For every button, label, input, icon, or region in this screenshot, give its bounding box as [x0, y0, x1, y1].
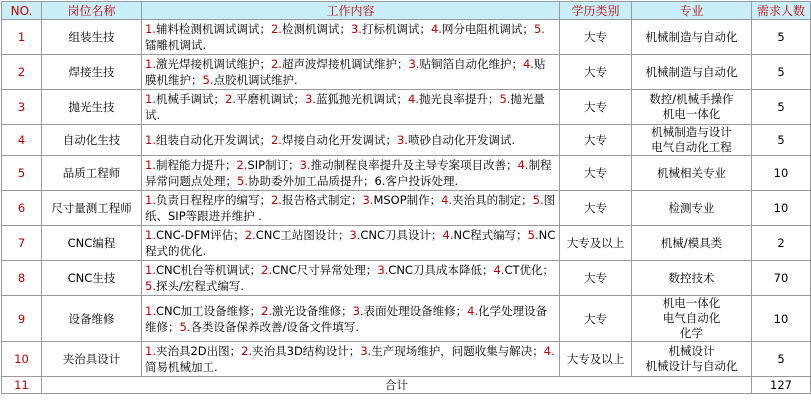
item-text: 检测机调试； — [281, 22, 351, 36]
headcount: 5 — [752, 90, 811, 125]
item-number: 1. — [145, 133, 156, 147]
major-field — [632, 90, 752, 125]
position-name: 品质工程师 — [42, 156, 142, 191]
major-field — [632, 191, 752, 226]
row-no: 2 — [2, 55, 42, 90]
row-no: 6 — [2, 191, 42, 226]
table-row — [2, 261, 811, 296]
major-line: 机械设计与自动化 — [645, 359, 738, 373]
item-number: 4. — [543, 344, 555, 358]
item-number: 4. — [441, 193, 453, 207]
position-name: CNC编程 — [42, 226, 142, 261]
item-number: 2. — [241, 344, 253, 358]
major-line: 数控/机械手操作 — [649, 92, 734, 106]
item-text: 各类设备保养改善/设备文件填写. — [190, 319, 360, 334]
item-number: 1. — [145, 263, 156, 277]
item-number: 2. — [244, 228, 256, 242]
table-row — [2, 90, 811, 125]
work-content — [142, 226, 560, 261]
item-number: 4. — [407, 92, 419, 106]
education-level: 大专 — [560, 55, 632, 90]
major-field — [632, 261, 752, 296]
headcount: 5 — [752, 55, 811, 90]
table-row — [2, 191, 811, 226]
work-content — [142, 261, 560, 296]
headcount: 10 — [752, 191, 811, 226]
item-text: 打标机调试； — [361, 22, 431, 36]
item-text: 简易机械加工. — [145, 360, 218, 374]
education-level: 大专 — [560, 156, 632, 191]
major-line: 电气自动化工程 — [651, 140, 732, 154]
table-header-row — [2, 2, 811, 20]
row-no: 10 — [2, 342, 42, 377]
item-text: 网分电阻机调试； — [441, 22, 534, 36]
position-name: 抛光生技 — [42, 90, 142, 125]
item-number: 5. — [202, 73, 214, 87]
table-row — [2, 226, 811, 261]
row-no: 9 — [2, 296, 42, 342]
item-number: 1. — [145, 303, 156, 318]
item-text: 夹治具的制定； — [452, 193, 533, 207]
row-no: 3 — [2, 90, 42, 125]
work-content — [142, 55, 560, 90]
header-count: 需求人数 — [752, 2, 811, 20]
item-text: 化学处理设备维修； — [145, 303, 548, 334]
table-body — [2, 20, 811, 377]
item-text: 夹治具3D结构设计； — [252, 344, 361, 358]
major-line: 电气自动化 — [662, 311, 721, 325]
item-number: 3. — [396, 133, 408, 147]
item-text: 焊接自动化开发调试； — [281, 133, 397, 147]
major-field — [632, 226, 752, 261]
item-text: 贴铜箔自动化维护； — [419, 57, 523, 71]
table-row — [2, 55, 811, 90]
item-number: 2. — [261, 303, 273, 318]
item-text: 生产现场维护，问题收集与解决； — [371, 344, 544, 358]
work-content — [142, 342, 560, 377]
education-level: 大专 — [560, 191, 632, 226]
item-number: 5. — [179, 319, 191, 334]
item-text: NC程式的优化. — [145, 228, 556, 258]
total-count: 127 — [752, 377, 811, 394]
row-no: 7 — [2, 226, 42, 261]
major-field — [632, 296, 752, 342]
item-number: 4. — [522, 57, 534, 71]
education-level: 大专 — [560, 90, 632, 125]
item-text: CNC刀具设计； — [360, 228, 443, 242]
item-text: CNC工站图设计； — [255, 228, 350, 242]
item-number: 4. — [467, 303, 479, 318]
item-number: 5. — [532, 193, 544, 207]
education-level: 大专及以上 — [560, 226, 632, 261]
item-number: 3. — [350, 22, 362, 36]
position-name: 夹治具设计 — [42, 342, 142, 377]
header-position: 岗位名称 — [42, 2, 142, 20]
major-field — [632, 125, 752, 156]
item-number: 4. — [442, 228, 454, 242]
item-number: 3. — [349, 228, 361, 242]
job-requirements-table — [1, 1, 811, 394]
item-text: 镭雕机调试. — [145, 38, 207, 52]
item-text: CNC刀具成本降低； — [388, 263, 494, 277]
work-content — [142, 125, 560, 156]
item-number: 1. — [145, 92, 156, 106]
position-name: CNC生技 — [42, 261, 142, 296]
item-number: 1. — [145, 228, 156, 242]
item-number: 3. — [299, 158, 311, 172]
item-number: 2. — [270, 22, 282, 36]
item-text: 辅料检测机调试调试； — [155, 22, 271, 36]
major-line: 机械相关专业 — [657, 165, 726, 180]
major-line: 化学 — [680, 326, 703, 340]
major-line: 机械/模具类 — [660, 235, 723, 250]
major-line: 检测专业 — [668, 200, 715, 215]
item-number: 5. — [527, 228, 539, 242]
item-text: 组装自动化开发调试； — [155, 133, 271, 147]
item-number: 1. — [145, 158, 156, 172]
item-text: NC程式编写； — [453, 228, 528, 242]
major-line: 机械制造与设计 — [651, 125, 732, 139]
item-number: 5. — [237, 174, 248, 188]
work-content — [142, 20, 560, 55]
major-line: 机电一体化 — [662, 296, 721, 310]
item-text: 推动制程良率提升及主导专案项目改善； — [310, 158, 518, 172]
position-name: 设备维修 — [42, 296, 142, 342]
header-content: 工作内容 — [142, 2, 560, 20]
major-line: 机械制造与自动化 — [645, 29, 738, 44]
major-field — [632, 156, 752, 191]
item-text: 喷砂自动化开发调试. — [407, 133, 516, 147]
item-text: 贴膜机维护； — [145, 57, 546, 87]
major-field — [632, 55, 752, 90]
row-no: 1 — [2, 20, 42, 55]
item-text: 激光焊接机调试维护； — [155, 57, 271, 71]
item-text: 激光设备维修； — [272, 303, 353, 318]
table-row — [2, 156, 811, 191]
item-text: MSOP制作； — [373, 193, 442, 207]
major-field — [632, 20, 752, 55]
item-number: 2. — [261, 263, 273, 277]
item-text: 夹治具2D出图； — [155, 344, 242, 358]
education-level: 大专 — [560, 20, 632, 55]
item-number: 3. — [362, 193, 374, 207]
item-number: 3. — [352, 303, 364, 318]
education-level: 大专及以上 — [560, 342, 632, 377]
item-text: 点胶机调试维护. — [213, 73, 298, 87]
item-number: 4. — [517, 158, 529, 172]
headcount: 10 — [752, 296, 811, 342]
major-line: 机电一体化 — [662, 107, 721, 121]
item-text: 机械手调试； — [155, 92, 225, 106]
table-row — [2, 342, 811, 377]
item-number: 4. — [493, 263, 505, 277]
item-number: 2. — [270, 133, 282, 147]
item-text: 表面处理设备维修； — [363, 303, 468, 318]
header-no: NO. — [2, 2, 42, 20]
item-number: 1. — [145, 193, 156, 207]
item-number: 3. — [360, 344, 372, 358]
position-name: 组装生技 — [42, 20, 142, 55]
item-number: 5. — [533, 22, 545, 36]
item-text: CNC尺寸异常处理； — [272, 263, 378, 277]
item-text: CT优化； — [504, 263, 555, 277]
total-row-no: 11 — [2, 377, 42, 394]
item-text: 探头/宏程式编写. — [155, 279, 245, 293]
total-label: 合计 — [42, 377, 752, 394]
item-text: 蓝狐抛光机调试； — [315, 92, 408, 106]
item-number: 4. — [430, 22, 442, 36]
item-number: 2. — [236, 158, 248, 172]
major-field — [632, 342, 752, 377]
item-number: 1. — [145, 57, 156, 71]
headcount: 5 — [752, 20, 811, 55]
item-number: 2. — [270, 193, 282, 207]
row-no: 4 — [2, 125, 42, 156]
headcount: 2 — [752, 226, 811, 261]
item-text: 图纸、SIP等跟进并维护 . — [145, 193, 556, 223]
headcount: 5 — [752, 342, 811, 377]
headcount: 10 — [752, 156, 811, 191]
item-text: CNC机台等机调试； — [155, 263, 262, 277]
item-text: 抛光良率提升； — [418, 92, 500, 106]
position-name: 焊接生技 — [42, 55, 142, 90]
item-number: 3. — [408, 57, 420, 71]
total-row — [2, 377, 811, 394]
table-row — [2, 125, 811, 156]
item-number: 1. — [145, 344, 156, 358]
header-major: 专业 — [632, 2, 752, 20]
item-text: 平磨机调试； — [235, 92, 305, 106]
item-number: 3. — [377, 263, 389, 277]
major-line: 数控技术 — [668, 270, 715, 285]
education-level: 大专 — [560, 261, 632, 296]
major-line: 机械制造与自动化 — [645, 64, 738, 79]
headcount: 70 — [752, 261, 811, 296]
table-row — [2, 20, 811, 55]
item-number: 5. — [499, 92, 511, 106]
item-text: 制程能力提升； — [155, 158, 237, 172]
item-text: 负责日程程序的编写； — [155, 193, 271, 207]
position-name: 尺寸量测工程师 — [42, 191, 142, 226]
table-row — [2, 296, 811, 342]
item-text: 协助委外加工品质提升；6.客户投诉处理. — [247, 174, 459, 188]
item-text: 超声波焊接机调试维护； — [281, 57, 409, 71]
row-no: 5 — [2, 156, 42, 191]
item-text: CNC加工设备维修； — [155, 303, 262, 318]
item-text: 抛光量试. — [145, 92, 545, 122]
row-no: 8 — [2, 261, 42, 296]
position-name: 自动化生技 — [42, 125, 142, 156]
item-text: 制程异常问题点处理； — [145, 158, 552, 188]
item-text: 报告格式制定； — [281, 193, 363, 207]
education-level: 大专 — [560, 296, 632, 342]
item-text: CNC-DFM评估； — [155, 228, 245, 242]
work-content — [142, 90, 560, 125]
education-level: 大专 — [560, 125, 632, 156]
item-number: 1. — [145, 22, 156, 36]
item-number: 5. — [145, 279, 156, 293]
work-content — [142, 191, 560, 226]
item-number: 2. — [224, 92, 236, 106]
item-number: 2. — [270, 57, 282, 71]
item-number: 3. — [304, 92, 316, 106]
headcount: 5 — [752, 125, 811, 156]
major-line: 机械设计 — [668, 344, 715, 358]
header-education: 学历类别 — [560, 2, 632, 20]
work-content — [142, 296, 560, 342]
item-text: SIP制订； — [247, 158, 300, 172]
work-content — [142, 156, 560, 191]
